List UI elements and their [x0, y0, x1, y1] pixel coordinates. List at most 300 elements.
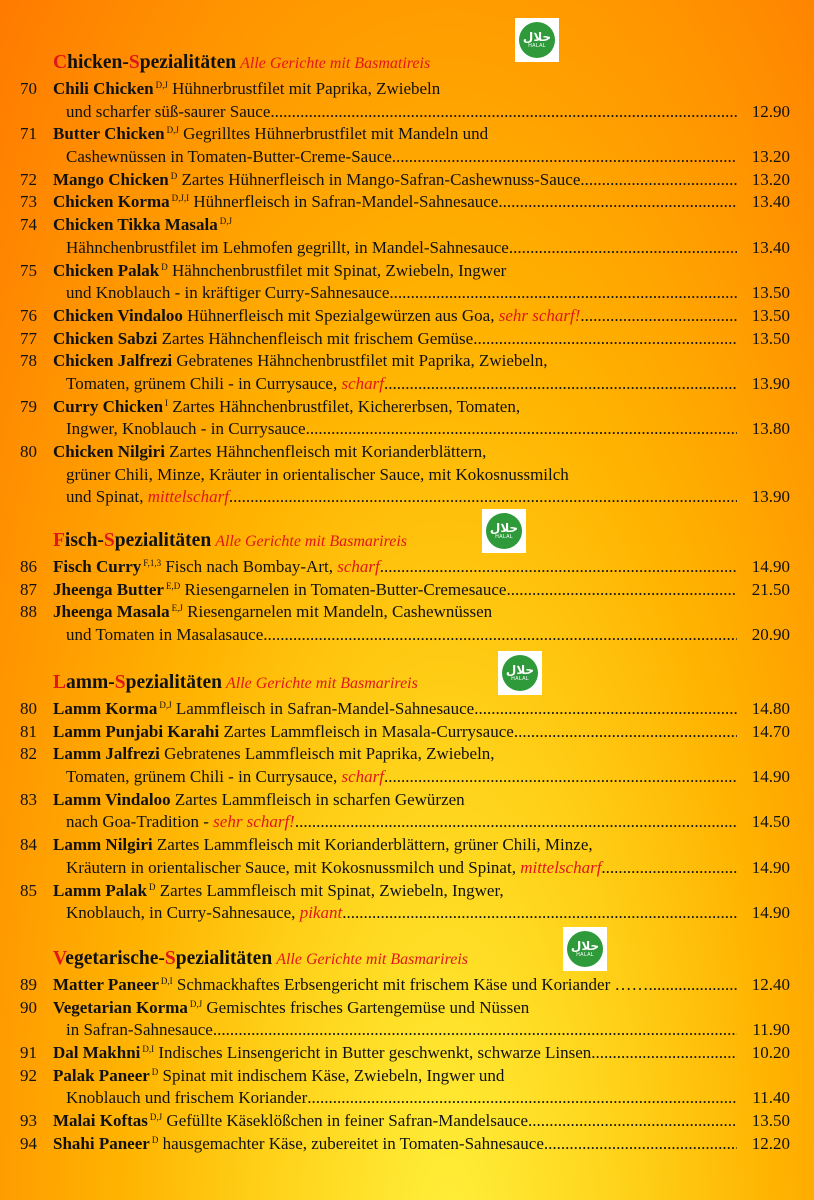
item-description: und Tomaten in Masalasauce: [66, 625, 264, 645]
item-description: Schmackhaftes Erbsengericht mit frischem Käse und Koriander ……: [176, 975, 649, 994]
item-text: [53, 123, 737, 146]
allergen-codes: D: [161, 261, 168, 272]
item-number: [20, 811, 53, 834]
spice-level: sehr scharf!: [213, 812, 295, 832]
item-text: [53, 486, 737, 509]
allergen-codes: D,J: [149, 1112, 163, 1123]
item-price: [737, 880, 790, 903]
allergen-codes: D,J: [189, 998, 203, 1009]
item-price: 10.20: [751, 1043, 790, 1063]
item-description: Gebratenes Hähnchenbrustfilet mit Paprika, Zwiebeln,: [176, 351, 548, 371]
item-description: Gegrilltes Hühnerbrustfilet mit Mandeln und: [183, 124, 489, 144]
item-description: Hühnerfleisch mit Spezialgewürzen aus Goa,: [187, 305, 495, 325]
menu-item-line: [20, 78, 790, 101]
title-text: pezialitäten: [125, 672, 223, 693]
title-text: pezialitäten: [175, 948, 273, 969]
item-text: [53, 146, 737, 169]
menu-item-line: [20, 1042, 790, 1065]
menu-item[interactable]: [20, 328, 790, 351]
item-text: [53, 789, 737, 812]
allergen-codes: D,I: [142, 1044, 155, 1055]
menu-item[interactable]: [20, 997, 790, 1042]
item-description: Zartes Hähnchenfleisch mit Korianderblättern,: [169, 442, 487, 461]
item-text: [53, 101, 737, 124]
item-text: [53, 1110, 737, 1133]
item-text: [53, 1133, 737, 1156]
item-text: [53, 698, 737, 721]
item-number: 88: [20, 602, 37, 622]
item-price: [737, 396, 790, 419]
item-description: und Spinat,: [66, 487, 144, 507]
item-name: Mango Chicken: [53, 169, 169, 189]
item-number: 81: [20, 721, 37, 741]
item-number: 84: [20, 835, 37, 855]
item-number: [20, 146, 53, 169]
item-price: [737, 789, 790, 812]
item-number: 71: [20, 124, 37, 144]
item-text: [53, 350, 737, 373]
halal-latin-text: HALAL: [528, 43, 546, 49]
allergen-codes: E,J: [171, 603, 183, 614]
item-name: Malai Koftas: [53, 1111, 148, 1131]
item-number: [20, 766, 53, 789]
item-description: Hähnchenbrustfilet mit Spinat, Zwiebeln, Ingwer: [172, 260, 507, 280]
item-name: Jheenga Masala: [53, 602, 170, 622]
title-text: egetarische-: [65, 948, 165, 969]
menu-item-line: [20, 191, 790, 214]
item-number: 80: [20, 699, 37, 718]
menu-item-line: [20, 721, 790, 744]
item-text: [53, 624, 737, 647]
item-price: [737, 743, 790, 766]
item-text: [53, 721, 737, 744]
item-description: Lammfleisch in Safran-Mandel-Sahnesauce: [175, 699, 475, 718]
item-name: Lamm Vindaloo: [53, 789, 171, 809]
item-description: Gemischtes frisches Gartengemüse und Nüssen: [206, 997, 530, 1017]
title-initial: L: [53, 672, 67, 693]
halal-arabic-text: حلال: [489, 521, 519, 535]
item-name: Jheenga Butter: [53, 579, 164, 599]
menu-item-line: [20, 169, 790, 192]
title-initial: C: [53, 52, 68, 73]
menu-item-line: [20, 1133, 790, 1156]
menu-section: [20, 948, 790, 1156]
menu-item-line: [20, 834, 790, 857]
menu-item[interactable]: [20, 721, 790, 744]
menu-item[interactable]: [20, 260, 790, 305]
menu-item-line: [20, 698, 790, 721]
item-price: 12.20: [751, 1133, 790, 1153]
item-text: [53, 260, 737, 283]
allergen-codes: D,J: [166, 125, 179, 136]
item-text: [53, 169, 737, 192]
item-number: 72: [20, 169, 37, 189]
item-number: 85: [20, 880, 37, 900]
item-number: 80: [20, 442, 37, 461]
halal-arabic-text: حلال: [570, 939, 600, 953]
spice-level: scharf: [341, 373, 384, 393]
item-name: Shahi Paneer: [53, 1133, 150, 1153]
menu-section: [20, 530, 790, 647]
item-text: [53, 857, 737, 880]
menu-item-line: [20, 350, 790, 373]
item-text: [53, 441, 737, 464]
item-number: [20, 101, 53, 124]
item-number: 77: [20, 328, 37, 348]
title-initial: S: [103, 530, 115, 551]
item-number: 91: [20, 1043, 37, 1063]
menu-item-line: [20, 328, 790, 351]
spice-level: pikant: [299, 903, 343, 923]
halal-arabic-text: حلال: [505, 663, 535, 677]
item-price: [737, 260, 790, 283]
item-text: [53, 579, 737, 602]
item-description: Zartes Lammfleisch in Masala-Currysauce: [223, 721, 514, 741]
section-heading: [53, 530, 790, 556]
item-name: Fisch Curry: [53, 557, 142, 576]
item-description: Zartes Hähnchenbrustfilet, Kichererbsen, Tomaten,: [172, 396, 521, 416]
item-name: Lamm Palak: [53, 880, 147, 900]
menu-item-line: [20, 1087, 790, 1110]
item-description: in Safran-Sahnesauce: [66, 1020, 213, 1040]
menu-item[interactable]: [20, 698, 790, 721]
item-number: 87: [20, 579, 37, 599]
menu-item[interactable]: [20, 214, 790, 259]
item-price: 13.80: [751, 419, 790, 439]
item-description: Zartes Lammfleisch mit Spinat, Zwiebeln, Ingwer,: [159, 880, 504, 900]
item-text: [53, 743, 737, 766]
menu-item-line: [20, 997, 790, 1020]
item-text: [53, 214, 737, 237]
item-number: 86: [20, 557, 37, 576]
item-description: Kräutern in orientalischer Sauce, mit Kokosnussmilch und Spinat,: [66, 857, 516, 877]
halal-latin-text: HALAL: [511, 676, 529, 682]
item-description: Zartes Lammfleisch in scharfen Gewürzen: [174, 789, 465, 809]
menu-item[interactable]: [20, 1042, 790, 1065]
item-description: Ingwer, Knoblauch - in Currysauce: [66, 419, 306, 439]
item-text: [53, 974, 737, 997]
item-number: 82: [20, 744, 37, 764]
item-number: [20, 902, 53, 925]
title-text: pezialitäten: [139, 52, 237, 73]
section-title: [53, 672, 222, 693]
item-price: 14.90: [751, 767, 790, 787]
item-number: [20, 486, 53, 509]
title-text: hicken-: [67, 52, 129, 73]
item-number: 83: [20, 789, 37, 809]
item-description: Gebratenes Lammfleisch mit Paprika, Zwiebeln,: [164, 744, 495, 764]
item-price: 21.50: [751, 579, 790, 599]
item-text: [53, 880, 737, 903]
item-number: 74: [20, 215, 37, 235]
menu-item[interactable]: [20, 123, 790, 168]
menu-item-line: [20, 974, 790, 997]
item-price: 11.40: [752, 1088, 790, 1108]
section-note: Alle Gerichte mit Basmatireis: [240, 55, 431, 72]
item-price: 14.90: [751, 857, 790, 877]
item-price: 13.90: [751, 373, 790, 393]
allergen-codes: D,J: [155, 80, 168, 90]
item-text: [53, 601, 737, 624]
allergen-codes: I: [165, 397, 169, 408]
item-number: 94: [20, 1133, 37, 1153]
menu-section: [20, 52, 790, 509]
item-description: Hähnchenbrustfilet im Lehmofen gegrillt, in Mandel-Sahnesauce: [66, 237, 509, 257]
spice-level: mittelscharf: [147, 487, 229, 507]
spice-level: sehr scharf!: [498, 305, 581, 325]
allergen-codes: D: [148, 881, 156, 892]
item-text: [53, 191, 737, 214]
item-text: [53, 282, 737, 305]
spice-level: scharf: [341, 767, 384, 787]
menu-item-line: [20, 902, 790, 925]
item-text: [53, 1019, 737, 1042]
item-name: Chicken Palak: [53, 260, 160, 280]
item-number: 79: [20, 396, 37, 416]
item-description: Tomaten, grünem Chili - in Currysauce,: [66, 767, 338, 787]
item-price: 13.50: [751, 1111, 790, 1131]
item-description: Tomaten, grünem Chili - in Currysauce,: [66, 373, 338, 393]
item-price: 14.50: [751, 812, 790, 832]
item-description: Riesengarnelen in Tomaten-Butter-Cremesauce: [184, 579, 507, 599]
item-name: Chicken Jalfrezi: [53, 351, 173, 371]
menu-item[interactable]: [20, 1065, 790, 1110]
item-name: Chicken Nilgiri: [53, 442, 165, 461]
item-description: Indisches Linsengericht in Butter geschwenkt, schwarze Linsen: [158, 1043, 592, 1063]
menu-item[interactable]: [20, 556, 790, 579]
menu-item-line: [20, 1065, 790, 1088]
item-name: Butter Chicken: [53, 124, 165, 144]
spice-level: mittelscharf: [520, 857, 602, 877]
item-price: 13.20: [751, 147, 790, 167]
menu-item-line: [20, 146, 790, 169]
item-number: 90: [20, 997, 37, 1017]
title-text: isch-: [64, 530, 104, 551]
item-text: [53, 305, 737, 328]
item-name: Lamm Jalfrezi: [53, 744, 160, 764]
section-title: [53, 530, 211, 551]
menu-item-line: [20, 282, 790, 305]
menu-item-line: [20, 418, 790, 441]
item-price: [737, 834, 790, 857]
item-text: [53, 237, 737, 260]
item-description: Zartes Hähnchenfleisch mit frischem Gemüse: [161, 328, 474, 348]
item-name: Palak Paneer: [53, 1065, 150, 1085]
item-name: Matter Paneer: [53, 975, 159, 994]
item-price: 14.80: [751, 699, 790, 718]
menu-item[interactable]: [20, 974, 790, 997]
halal-arabic-text: حلال: [522, 30, 552, 44]
menu-item[interactable]: [20, 396, 790, 441]
item-price: [737, 214, 790, 237]
menu-item[interactable]: [20, 191, 790, 214]
allergen-codes: F,1,3: [143, 558, 162, 568]
item-number: [20, 857, 53, 880]
item-text: [53, 766, 737, 789]
menu-item-line: [20, 1110, 790, 1133]
item-price: [737, 350, 790, 373]
menu-item[interactable]: [20, 169, 790, 192]
item-description: Hühnerfleisch in Safran-Mandel-Sahnesauce: [193, 192, 499, 212]
menu-item-line: [20, 857, 790, 880]
item-price: 14.70: [751, 721, 790, 741]
section-title: [53, 948, 272, 969]
allergen-codes: D,J: [219, 216, 232, 227]
item-text: [53, 1065, 737, 1088]
allergen-codes: D,J: [159, 700, 172, 710]
item-number: 75: [20, 260, 37, 280]
item-price: 13.90: [751, 487, 790, 507]
menu-item-line: [20, 766, 790, 789]
title-text: pezialitäten: [114, 530, 212, 551]
menu-item[interactable]: [20, 834, 790, 879]
item-name: Chicken Korma: [53, 192, 170, 212]
item-text: [53, 834, 737, 857]
item-description: Hühnerbrustfilet mit Paprika, Zwiebeln: [172, 79, 441, 98]
allergen-codes: D,I: [160, 976, 173, 986]
item-price: 13.50: [751, 328, 790, 348]
allergen-codes: D: [151, 1066, 159, 1077]
menu-item[interactable]: [20, 350, 790, 395]
item-name: Chicken Sabzi: [53, 328, 158, 348]
section-heading: [53, 672, 790, 698]
allergen-codes: D,J,I: [171, 193, 190, 204]
spice-level: scharf: [337, 557, 380, 576]
item-number: [20, 418, 53, 441]
menu-section: [20, 672, 790, 925]
item-description: Gefüllte Käseklößchen in feiner Safran-Mandelsauce: [166, 1111, 528, 1131]
item-description: Knoblauch, in Curry-Sahnesauce,: [66, 903, 296, 923]
item-text: [53, 464, 737, 487]
item-text: [53, 373, 737, 396]
menu-item[interactable]: [20, 305, 790, 328]
item-number: 89: [20, 975, 37, 994]
menu-item-line: [20, 486, 790, 509]
item-description: hausgemachter Käse, zubereitet in Tomaten-Sahnesauce: [162, 1133, 544, 1153]
menu-item-line: [20, 237, 790, 260]
menu-item-line: [20, 624, 790, 647]
menu-item[interactable]: [20, 78, 790, 123]
item-number: 93: [20, 1111, 37, 1131]
item-price: [737, 1065, 790, 1088]
item-number: [20, 1087, 53, 1110]
item-number: [20, 373, 53, 396]
item-description: und scharfer süß-saurer Sauce: [66, 101, 271, 121]
item-name: Curry Chicken: [53, 396, 164, 416]
item-price: [737, 123, 790, 146]
menu-item-line: [20, 880, 790, 903]
menu-item[interactable]: [20, 880, 790, 925]
item-name: Lamm Punjabi Karahi: [53, 721, 220, 741]
item-description: Riesengarnelen mit Mandeln, Cashewnüssen: [187, 602, 493, 622]
item-number: 92: [20, 1065, 37, 1085]
allergen-codes: D: [170, 170, 178, 181]
item-number: 70: [20, 79, 37, 98]
section-title: [53, 52, 236, 73]
allergen-codes: E,D: [165, 580, 181, 591]
item-text: [53, 78, 737, 101]
item-text: [53, 811, 737, 834]
item-price: [737, 601, 790, 624]
item-description: grüner Chili, Minze, Kräuter in orientalischer Sauce, mit Kokosnussmilch: [66, 464, 569, 484]
title-initial: S: [128, 52, 140, 73]
menu-item-line: [20, 373, 790, 396]
menu-item[interactable]: [20, 579, 790, 602]
menu-item-line: [20, 464, 790, 487]
menu-item[interactable]: [20, 441, 790, 509]
title-initial: F: [53, 530, 65, 551]
menu-item-line: [20, 743, 790, 766]
menu-item-line: [20, 1019, 790, 1042]
item-text: [53, 418, 737, 441]
item-price: 13.50: [751, 305, 790, 325]
item-name: Lamm Nilgiri: [53, 835, 153, 855]
item-number: [20, 464, 53, 487]
item-price: [737, 441, 790, 464]
section-heading: [53, 948, 790, 974]
menu-item[interactable]: [20, 789, 790, 834]
item-price: 12.40: [751, 975, 790, 994]
menu-item-line: [20, 396, 790, 419]
item-price: [737, 997, 790, 1020]
item-description: Zartes Lammfleisch mit Korianderblättern, grüner Chili, Minze,: [156, 835, 593, 855]
item-number: [20, 1019, 53, 1042]
item-text: [53, 396, 737, 419]
item-name: Lamm Korma: [53, 699, 158, 718]
item-price: [737, 464, 790, 487]
item-price: 13.40: [751, 237, 790, 257]
section-note: Alle Gerichte mit Basmarireis: [276, 951, 469, 968]
item-text: [53, 556, 737, 579]
item-name: Chicken Tikka Masala: [53, 215, 218, 235]
item-description: und Knoblauch - in kräftiger Curry-Sahnesauce: [66, 283, 390, 303]
item-price: 14.90: [751, 903, 790, 923]
item-text: [53, 997, 737, 1020]
section-note: Alle Gerichte mit Basmarireis: [226, 675, 418, 692]
item-description: Cashewnüssen in Tomaten-Butter-Creme-Sauce: [66, 147, 392, 167]
item-text: [53, 902, 737, 925]
menu-item[interactable]: [20, 1133, 790, 1156]
item-price: 13.40: [751, 192, 790, 212]
menu-item-line: [20, 101, 790, 124]
item-text: [53, 1087, 737, 1110]
item-name: Chicken Vindaloo: [53, 305, 183, 325]
item-number: 78: [20, 351, 37, 371]
item-price: 12.90: [751, 101, 790, 121]
item-name: Vegetarian Korma: [53, 997, 188, 1017]
menu-item-line: [20, 260, 790, 283]
title-initial: S: [164, 948, 176, 969]
menu-item-line: [20, 123, 790, 146]
menu-item-line: [20, 305, 790, 328]
item-number: 76: [20, 305, 37, 325]
menu-item[interactable]: [20, 1110, 790, 1133]
menu-item-line: [20, 601, 790, 624]
menu-item[interactable]: [20, 743, 790, 788]
item-price: 11.90: [752, 1020, 790, 1040]
menu-item-line: [20, 556, 790, 579]
section-heading: [53, 52, 790, 78]
title-initial: S: [114, 672, 126, 693]
item-description: nach Goa-Tradition -: [66, 812, 209, 832]
item-price: 13.50: [751, 283, 790, 303]
menu-item-line: [20, 789, 790, 812]
allergen-codes: D: [151, 1134, 159, 1145]
item-price: [737, 78, 790, 101]
halal-latin-text: HALAL: [576, 952, 594, 958]
menu-item[interactable]: [20, 601, 790, 646]
menu-item-line: [20, 811, 790, 834]
